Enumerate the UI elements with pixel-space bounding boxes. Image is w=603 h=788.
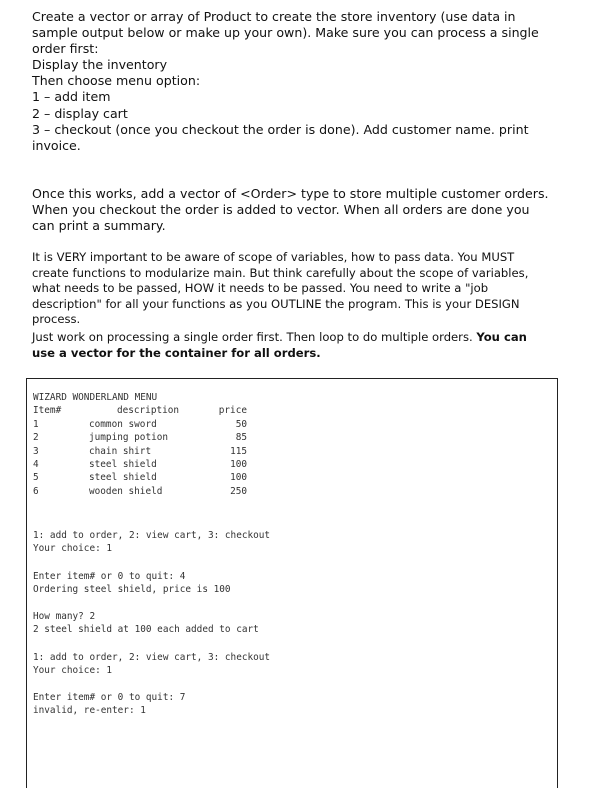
intro-paragraph [32, 9, 552, 58]
item-number: 1 [33, 418, 39, 430]
step-line: Display the inventory [32, 57, 168, 72]
item-number: 3 [33, 445, 39, 457]
step-line: 3 – checkout (once you checkout the order is done). Add customer name. print invoice. [32, 121, 529, 154]
inventory-row [33, 471, 247, 484]
inventory-table [33, 404, 247, 498]
header-item: Item# [33, 405, 62, 417]
loop-bold-text: You can use a vector for the container for all orders. [32, 330, 527, 360]
how-many-line: How many? 2 [33, 611, 96, 622]
step-line: 2 – display cart [32, 105, 128, 121]
item-description: jumping potion [89, 432, 169, 444]
item-number: 4 [33, 459, 39, 471]
loop-paragraph [32, 330, 552, 361]
inventory-header-row [33, 404, 247, 417]
item-description: chain shirt [89, 445, 152, 457]
menu-prompt: 1: add to order, 2: view cart, 3: checkout [33, 651, 271, 663]
header-price: price [218, 405, 247, 417]
item-price: 250 [230, 485, 247, 497]
item-number: 6 [33, 485, 39, 497]
loop-text: Just work on processing a single order first. Then loop to do multiple orders. [32, 330, 477, 344]
menu-prompt: 1: add to order, 2: view cart, 3: checkout [33, 530, 271, 541]
item-number: 2 [33, 432, 39, 444]
item-price: 85 [235, 432, 247, 444]
inventory-row [33, 431, 247, 444]
enter-item-line: Enter item# or 0 to quit: 7 [33, 692, 186, 703]
orders-paragraph [32, 186, 552, 235]
item-description: common sword [89, 418, 157, 430]
added-to-cart-line: 2 steel shield at 100 each added to cart [33, 624, 259, 636]
item-price: 50 [235, 418, 247, 430]
scope-text: It is VERY important to be aware of scope of variables, how to pass data. You MUST create functions to modularize main. But think carefully about the scope of variables, what needs to be passed, HOW it needs to be passed. You need to write a "job description" for all your functions as you OUTLINE the program. This is your DESIGN process. [32, 250, 529, 327]
intro-text: Create a vector or array of Product to create the store inventory (use data in sample output below or make up your own). Make sure you can process a single order first: [32, 9, 539, 57]
header-description: description [116, 405, 180, 417]
scope-paragraph [32, 250, 552, 328]
item-price: 115 [230, 445, 247, 457]
step-line: Then choose menu option: [32, 73, 201, 89]
menu-title: WIZARD WONDERLAND MENU [33, 392, 158, 403]
ordering-line: Ordering steel shield, price is 100 [33, 583, 231, 595]
enter-item-line: Enter item# or 0 to quit: 4 [33, 570, 186, 582]
item-price: 100 [230, 459, 247, 471]
choice-line: Your choice: 1 [33, 543, 113, 555]
item-price: 100 [230, 472, 247, 484]
step-line: 1 – add item [32, 89, 111, 105]
orders-text: Once this works, add a vector of <Order> type to store multiple customer orders. When you checkout the order is added to vector. When all orders are done you can print a summary. [32, 186, 549, 234]
item-description: steel shield [89, 459, 157, 471]
invalid-line: invalid, re-enter: 1 [33, 705, 146, 717]
inventory-row [33, 458, 247, 471]
item-description: wooden shield [89, 485, 163, 497]
inventory-row [33, 485, 247, 498]
item-description: steel shield [89, 472, 157, 484]
inventory-row [33, 445, 247, 458]
item-number: 5 [33, 472, 39, 484]
choice-line: Your choice: 1 [33, 664, 113, 676]
steps-paragraph [32, 57, 552, 154]
sample-output-box [26, 378, 558, 788]
inventory-row [33, 418, 247, 431]
